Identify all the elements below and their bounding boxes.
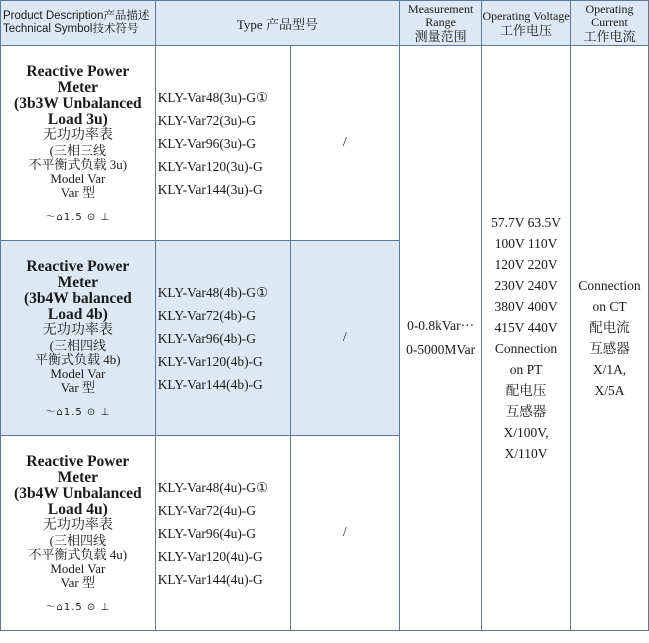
slash-cell: / (290, 436, 400, 631)
header-desc-cn: 产品描述 (103, 10, 150, 22)
product-description (1, 46, 156, 241)
table-header-row (1, 1, 649, 46)
title-cn-line: 无功功率表 (42, 322, 113, 338)
model-item: KLY-Var96(3u)-G (157, 135, 257, 151)
model-item: KLY-Var144(4b)-G (157, 376, 263, 392)
header-type: Type 产品型号 (155, 1, 399, 46)
title-cn-line: 不平衡式负载 3u) (28, 156, 128, 172)
voltage-line: on PT (509, 362, 543, 377)
current-line: Connection (578, 278, 641, 293)
current-line: 互感器 (589, 341, 630, 356)
model-cn: Var 型 (60, 184, 95, 200)
model-en: Model Var (50, 560, 106, 576)
model-list (155, 436, 290, 631)
voltage-line: 100V 110V (494, 236, 558, 251)
current-line: 配电流 (589, 320, 630, 335)
header-current-cn: 工作电流 (583, 29, 636, 44)
model-item: KLY-Var120(4b)-G (157, 353, 263, 369)
header-range (400, 1, 482, 46)
model-en: Model Var (50, 365, 106, 381)
model-item: KLY-Var48(4u)-G① (157, 479, 269, 495)
title-en-line: Meter (57, 273, 99, 291)
range-line: 0-0.8kVar··· (407, 318, 475, 333)
voltage-line: 380V 400V (494, 299, 558, 314)
title-cn-line: 不平衡式负载 4u) (28, 546, 128, 562)
model-item: KLY-Var72(4u)-G (157, 502, 257, 518)
table-row (1, 46, 649, 241)
voltage-line: 57.7V 63.5V (491, 215, 561, 230)
model-item: KLY-Var48(4b)-G① (157, 284, 269, 300)
model-cn: Var 型 (60, 379, 95, 395)
slash-cell: / (290, 46, 400, 241)
voltage-line: X/100V, (503, 425, 549, 440)
title-en-line: Load 4b) (47, 305, 108, 323)
model-item: KLY-Var120(3u)-G (157, 158, 263, 174)
technical-symbol: ～⌂1.5 ⊙ ⊥ (45, 406, 111, 418)
header-tech-cn: 技术符号 (92, 23, 139, 35)
technical-symbol: ～⌂1.5 ⊙ ⊥ (45, 601, 111, 613)
model-list (155, 241, 290, 436)
model-item: KLY-Var96(4u)-G (157, 525, 257, 541)
product-description (1, 436, 156, 631)
model-item: KLY-Var144(3u)-G (157, 181, 263, 197)
model-item: KLY-Var96(4b)-G (157, 330, 257, 346)
title-en-line: Meter (57, 78, 99, 96)
slash-cell: / (290, 241, 400, 436)
header-current (571, 1, 649, 46)
header-range-cn: 测量范围 (414, 29, 467, 44)
model-cn: Var 型 (60, 574, 95, 590)
title-cn-line: (三相四线 (49, 532, 107, 548)
title-cn-line: 无功功率表 (42, 127, 113, 143)
title-en-line: Reactive Power (26, 452, 130, 470)
model-item: KLY-Var120(4u)-G (157, 548, 263, 564)
header-current-en: Operating Current (585, 2, 634, 29)
voltage-line: 415V 440V (494, 320, 558, 335)
model-item: KLY-Var72(4b)-G (157, 307, 257, 323)
current-line: X/1A, (592, 362, 627, 377)
voltage-line: 230V 240V (494, 278, 558, 293)
voltage-line: 配电压 (505, 383, 547, 398)
title-cn-line: (三相三线 (49, 142, 107, 158)
title-en-line: Reactive Power (26, 257, 130, 275)
header-voltage-cn: 工作电压 (500, 22, 553, 38)
header-description (1, 1, 156, 46)
title-cn-line: (三相四线 (49, 337, 107, 353)
technical-symbol: ～⌂1.5 ⊙ ⊥ (45, 211, 111, 223)
model-item: KLY-Var48(3u)-G① (157, 89, 269, 105)
voltage-line: Connection (494, 341, 558, 356)
voltage-line: 120V 220V (494, 257, 558, 272)
current-line: X/5A (594, 383, 625, 398)
title-en-line: Meter (57, 468, 99, 486)
header-range-en: Measurement Range (407, 2, 474, 29)
header-tech-en: Technical Symbol (3, 23, 93, 35)
voltage-line: X/110V (504, 446, 548, 461)
header-voltage (482, 1, 571, 46)
voltage-line: 互感器 (505, 404, 547, 419)
product-description (1, 241, 156, 436)
title-en-line: (3b3W Unbalanced (14, 94, 142, 112)
title-en-line: (3b4W Unbalanced (14, 484, 142, 502)
current-line: on CT (592, 299, 627, 314)
model-item: KLY-Var72(3u)-G (157, 112, 257, 128)
title-cn-line: 无功功率表 (42, 517, 113, 533)
measurement-range (400, 46, 482, 631)
operating-voltage (482, 46, 571, 631)
title-cn-line: 平衡式负载 4b) (35, 351, 121, 367)
title-en-line: Reactive Power (26, 62, 130, 80)
range-line: 0-5000MVar (406, 342, 476, 357)
header-voltage-en: Operating Voltage (482, 8, 570, 23)
title-en-line: Load 3u) (47, 110, 108, 128)
operating-current (571, 46, 649, 631)
model-item: KLY-Var144(4u)-G (157, 571, 263, 587)
title-en-line: Load 4u) (47, 500, 108, 518)
model-en: Model Var (50, 170, 106, 186)
model-list (155, 46, 290, 241)
header-desc-en: Product Description (3, 10, 104, 22)
title-en-line: (3b4W balanced (23, 289, 132, 307)
